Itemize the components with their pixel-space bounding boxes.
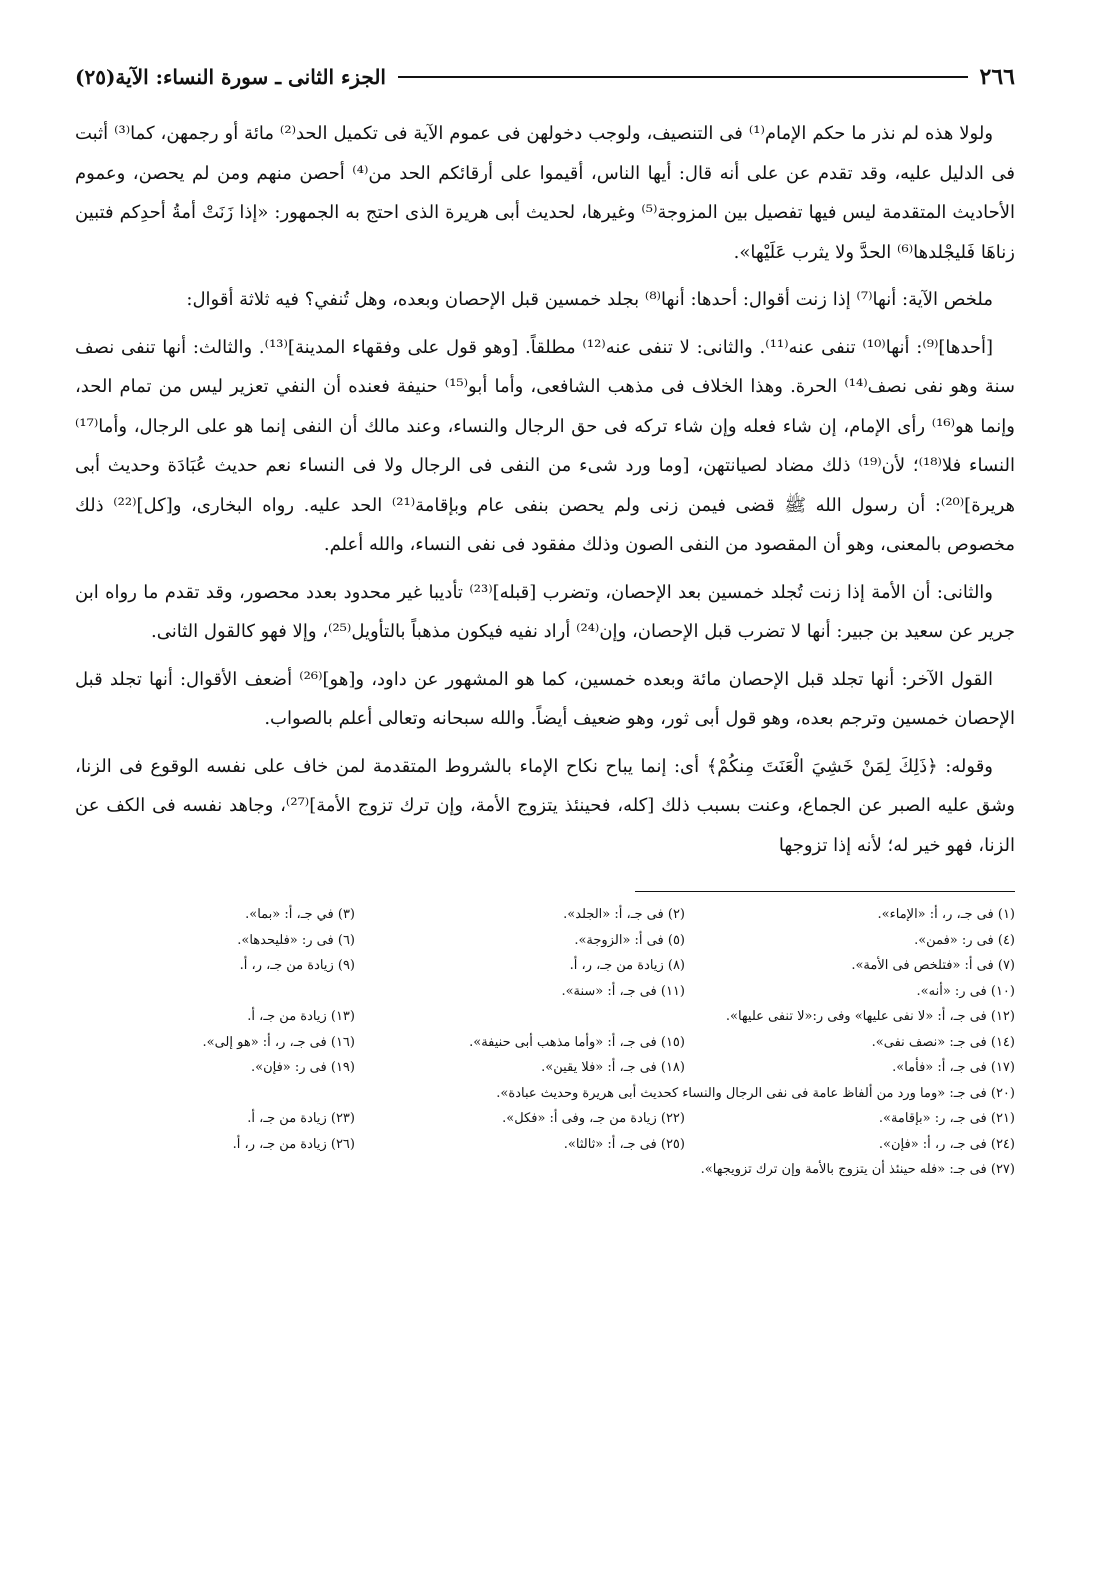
footnotes — [75, 902, 1015, 1183]
footnote-row — [75, 928, 1015, 954]
footnote: (١٣) زيادة من جـ، أ. — [247, 1009, 355, 1024]
running-title: الجزء الثانى ـ سورة النساء: الآية(٢٥) — [75, 65, 386, 89]
paragraph: والثانى: أن الأمة إذا زنت تُجلد خمسين بعد الإحصان، وتضرب [قبله]⁽²³⁾ تأديبا غير محدود بعدد محصور، وقد تقدم ما رواه ابن جرير عن سعيد بن جبير: أنها لا تضرب قبل الإحصان، وإن⁽²⁴⁾ أراد نفيه فيكون مذهباً بالتأويل⁽²⁵⁾، وإلا فهو كالقول الثانى. — [75, 581, 1015, 642]
footnote: (٨) زيادة من جـ، ر، أ. — [569, 958, 685, 973]
footnote: (١٢) فى جـ، أ: «لا نفى عليها» وفى ر:«لا تنفى عليها». — [725, 1009, 1015, 1024]
paragraph: وقوله: ﴿ذَلِكَ لِمَنْ خَشِيَ الْعَنَتَ مِنكُمْ﴾ أى: إنما يباح نكاح الإماء بالشروط المتقدمة لمن خاف على نفسه الوقوع فى الزنا، وشق عليه الصبر عن الجماع، وعنت بسبب ذلك [كله، فحينئذ يتزوج الأمة، وإن ترك تزوج الأمة]⁽²⁷⁾، وجاهد نفسه فى الكف عن الزنا، فهو خير له؛ لأنه إذا تزوجها — [75, 755, 1016, 856]
paragraph: القول الآخر: أنها تجلد قبل الإحصان مائة وبعده خمسين، كما هو المشهور عن داود، و[هو]⁽²⁶⁾ أضعف الأقوال: أنها تجلد قبل الإحصان خمسين وترجم بعده، وهو قول أبى ثور، وهو ضعيف أيضاً. والله سبحانه وتعالى أعلم بالصواب. — [75, 668, 1015, 729]
footnote: (٢٧) فى جـ: «فله حينئذ أن يتزوج بالأمة وإن ترك تزويجها». — [700, 1162, 1015, 1177]
footnote-row — [75, 1004, 1015, 1030]
footnote: (١٥) فى جـ، أ: «وأما مذهب أبى حنيفة». — [469, 1034, 685, 1050]
footnote: (٦) فى ر: «فليحدها». — [237, 932, 355, 948]
footnote-row — [75, 1030, 1015, 1056]
paragraph: [أحدها]⁽⁹⁾: أنها⁽¹⁰⁾ تنفى عنه⁽¹¹⁾. والثانى: لا تنفى عنه⁽¹²⁾ مطلقاً. [وهو قول على وفقهاء المدينة]⁽¹³⁾. والثالث: أنها تنفى نصف سنة وهو نفى نصف⁽¹⁴⁾ الحرة. وهذا الخلاف فى مذهب الشافعى، وأما أبو⁽¹⁵⁾ حنيفة فعنده أن النفي تعزير ليس من تمام الحد، وإنما هو⁽¹⁶⁾ رأى الإمام، إن شاء فعله وإن شاء تركه فى حق الرجال والنساء، وعند مالك أن النفى إنما هو على الرجال، وأما⁽¹⁷⁾ النساء فلا⁽¹⁸⁾؛ لأن⁽¹⁹⁾ ذلك مضاد لصيانتهن، [وما ورد شىء من النفى فى الرجال ولا فى النساء نعم حديث عُبَادَة وحديث أبى هريرة]⁽²⁰⁾: أن رسول الله ﷺ قضى فيمن زنى ولم يحصن بنفى عام وبإقامة⁽²¹⁾ الحد عليه. رواه البخارى، و[كل]⁽²²⁾ ذلك مخصوص بالمعنى، وهو أن المقصود من النفى الصون وذلك مفقود فى نفى النساء، والله أعلم. — [75, 336, 1016, 555]
footnote-row — [75, 902, 1015, 928]
footnote-row — [75, 1055, 1015, 1081]
footnote — [75, 979, 355, 1005]
page-number: ٢٦٦ — [979, 64, 1015, 90]
footnote: (١١) فى جـ، أ: «سنة». — [561, 983, 685, 999]
footnote: (٩) زيادة من جـ، ر، أ. — [239, 958, 355, 973]
footnote: (٢٥) فى جـ، أ: «ثالثا». — [563, 1136, 685, 1152]
footnote-row — [75, 1132, 1015, 1158]
footnote: (١٨) فى جـ، أ: «فلا يقين». — [541, 1060, 685, 1075]
header-rule — [398, 76, 968, 78]
book-page — [75, 60, 1015, 1183]
page-header — [75, 60, 1015, 94]
footnote: (٢٢) زيادة من جـ، وفى أ: «فكل». — [502, 1111, 685, 1126]
footnote: (٤) فى ر: «فمن». — [914, 932, 1015, 948]
paragraph: ملخص الآية: أنها⁽⁷⁾ إذا زنت أقوال: أحدها: أنها⁽⁸⁾ بجلد خمسين قبل الإحصان وبعده، وهل تُنفي؟ فيه ثلاثة أقوال: — [186, 289, 993, 310]
footnote: (٢٤) فى جـ، ر، أ: «فإن». — [878, 1136, 1015, 1152]
footnote: (٢) فى جـ، أ: «الجلد». — [563, 907, 685, 922]
paragraph: ولولا هذه لم نذر ما حكم الإمام⁽¹⁾ فى التنصيف، ولوجب دخولهن فى عموم الآية فى تكميل الحد⁽²⁾ مائة أو رجمهن، كما⁽³⁾ أثبت فى الدليل عليه، وقد تقدم عن على أنه قال: أيها الناس، أقيموا على أرقائكم الحد من⁽⁴⁾ أحصن منهم ومن لم يحصن، وعموم الأحاديث المتقدمة ليس فيها تفصيل بين المزوجة⁽⁵⁾ وغيرها، لحديث أبى هريرة الذى احتج به الجمهور: «إذا زَنَتْ أمةُ أحدِكم فتبين زناهَا فَليجْلدها⁽⁶⁾ الحدَّ ولا يثرب عَلَيْها». — [75, 123, 1016, 263]
footnote: (١٧) فى جـ، أ: «فأما». — [892, 1060, 1015, 1075]
footnote: (٢١) فى جـ، ر: «بإقامة». — [878, 1111, 1015, 1126]
footnote: (٧) فى أ: «فتلخص فى الأمة». — [851, 958, 1015, 973]
footnote-row — [75, 1106, 1015, 1132]
footnote: (١٤) فى جـ: «نصف نفى». — [871, 1034, 1015, 1050]
footnote: (٢٣) زيادة من جـ، أ. — [247, 1111, 355, 1126]
footnote: (١٩) فى ر: «فإن». — [251, 1060, 355, 1075]
footnote-row — [75, 979, 1015, 1005]
footnote: (١٦) فى جـ، ر، أ: «هو إلى». — [202, 1034, 355, 1050]
footnote: (٢٦) زيادة من جـ، ر، أ. — [232, 1136, 355, 1152]
footnote-divider — [635, 891, 1015, 892]
footnote: (١٠) فى ر: «أنه». — [916, 983, 1015, 999]
footnote: (٣) في جـ، أ: «بما». — [245, 907, 355, 922]
footnote: (٢٠) فى جـ: «وما ورد من ألفاظ عامة فى نفى الرجال والنساء كحديث أبى هريرة وحديث عبادة». — [496, 1085, 1015, 1101]
footnote-row — [75, 953, 1015, 979]
main-text — [75, 114, 1015, 865]
footnote: (٥) فى أ: «الزوجة». — [574, 932, 685, 948]
footnote: (١) فى جـ، ر، أ: «الإماء». — [877, 907, 1015, 922]
